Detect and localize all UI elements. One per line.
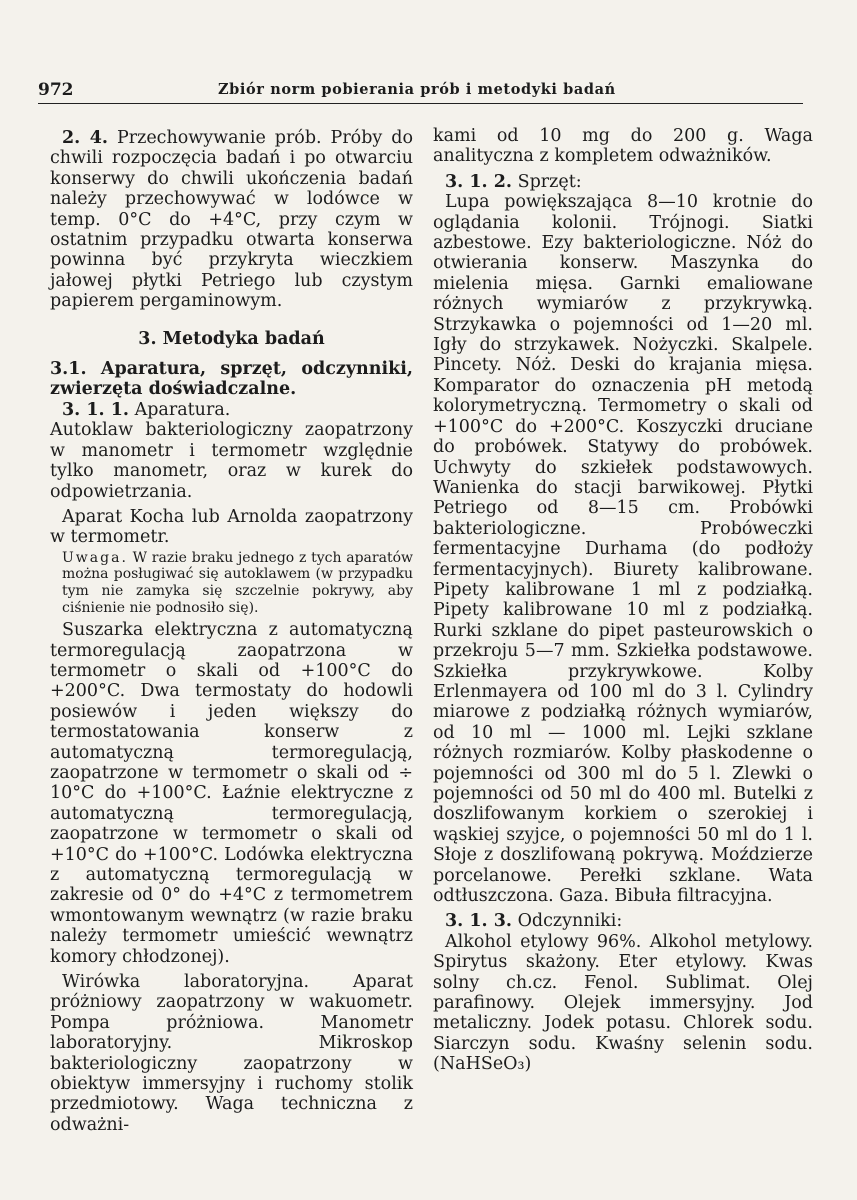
- paragraph-2-4: [50, 128, 413, 312]
- section-number: 3. 1. 2.: [445, 171, 512, 192]
- page-number: 972: [38, 80, 74, 100]
- left-column: [50, 128, 413, 1135]
- paragraph-continuation: kami od 10 mg do 200 g. Waga analityczna z kompletem odważników.: [433, 126, 813, 167]
- section-3-title: 3. Metodyka badań: [138, 328, 325, 349]
- section-title: Sprzęt:: [517, 171, 582, 192]
- section-3-1-2-heading: [433, 172, 813, 192]
- section-3-1-1-heading: [50, 400, 413, 420]
- section-number: 2. 4.: [62, 128, 109, 148]
- paragraph-autoklaw: Autoklaw bakteriologiczny zaopatrzony w manometr i termometr względnie tylko manometr, oraz w kurek do odpowietrzania.: [50, 420, 413, 502]
- note-text: W razie braku jednego z tych aparatów można posługiwać się autoklawem (w przypadku tym nie zamyka się szczelnie pokrywy, aby ciśnienie nie podnosiło się).: [62, 549, 413, 616]
- paragraph-text: Przechowywanie prób. Próby do chwili rozpoczęcia badań i po otwarciu konserwy do chwili ukończenia badań należy przechowywać w lodówce w temp. 0°C do +4°C, przy czym w ostatnim przypadku otwarta konserwa powinna być przykryta wieczkiem jałowej płytki Petriego lub czystym papierem pergaminowym.: [50, 128, 413, 312]
- section-3-1-title: 3.1. Aparatura, sprzęt, odczynniki, zwierzęta doświadczalne.: [50, 359, 413, 400]
- paragraph-odczynniki: Alkohol etylowy 96%. Alkohol metylowy. Spirytus skażony. Eter etylowy. Kwas solny ch.cz. Fenol. Sublimat. Olej parafinowy. Olejek immersyjny. Jod metaliczny. Jodek potasu. Chlorek sodu. Siarczyn sodu. Kwaśny selenin sodu. (NaHSeO₃): [433, 931, 813, 1075]
- section-number: 3. 1. 3.: [445, 911, 512, 932]
- paragraph-wirowka: Wirówka laboratoryjna. Aparat próżniowy zaopatrzony w wakuometr. Pompa próżniowa. Manometr laboratoryjny. Mikroskop bakteriologiczny zaopatrzony w obiektyw immersyjny i ruchomy stolik przedmiotowy. Waga techniczna z odważni-: [50, 972, 413, 1135]
- section-3-1-3-heading: [433, 911, 813, 931]
- note: [50, 550, 413, 616]
- paragraph-aparat-kocha: Aparat Kocha lub Arnolda zaopatrzony w termometr.: [50, 506, 413, 548]
- note-label: Uwaga.: [62, 549, 128, 566]
- paragraph-suszarka: Suszarka elektryczna z automatyczną termoregulacją zaopatrzona w termometr o skali od +100°C do +200°C. Dwa termostaty do hodowli posiewów i jeden większy do termostatowania konserw z automatyczną termoregulacją, zaopatrzone w termometr o skali od ÷ 10°C do +100°C. Łaźnie elektryczne z automatyczną termoregulacją, zaopatrzone w termometr o skali od +10°C do +100°C. Lodówka elektryczna z automatyczną termoregulacją w zakresie od 0° do +4°C z termometrem wmontowanym wewnątrz (w razie braku należy termometr umieścić wewnątrz komory chłodzonej).: [50, 620, 413, 967]
- section-title: Aparatura.: [134, 399, 231, 420]
- paragraph-sprzet: Lupa powiększająca 8—10 krotnie do oglądania kolonii. Trójnogi. Siatki azbestowe. Ezy bakteriologiczne. Nóż do otwierania konserw. Maszynka do mielenia mięsa. Garnki emaliowane różnych wymiarów z przykrywką. Strzykawka o pojemności od 1—20 ml. Igły do strzykawek. Nożyczki. Skalpele. Pincety. Nóż. Deski do krajania mięsa. Komparator do oznaczenia pH metodą kolorymetryczną. Termometry o skali od +100°C do +200°C. Koszyczki druciane do probówek. Statywy do probówek. Uchwyty do szkiełek podstawowych. Wanienka do stacji barwikowej. Płytki Petriego od 8—15 cm. Probówki bakteriologiczne. Probóweczki fermentacyjne Durhama (do podłoży fermentacyjnych). Biurety kalibrowane. Pipety kalibrowane 1 ml z podziałką. Pipety kalibrowane 10 ml z podziałką. Rurki szklane do pipet pasteurowskich o przekroju 5—7 mm. Szkiełka podstawowe. Szkiełka przykrywkowe. Kolby Erlenmayera od 100 ml do 3 l. Cylindry miarowe z podziałką różnych wymiarów, od 10 ml — 1000 ml. Lejki szklane różnych rozmiarów. Kolby płaskodenne o pojemności od 300 ml do 5 l. Zlewki o pojemności od 50 ml do 400 ml. Butelki z doszlifowanym korkiem o szerokiej i wąskiej szyjce, o pojemności 50 ml do 1 l. Słoje z doszlifowaną pokrywą. Moździerze porcelanowe. Perełki szklane. Wata odtłuszczona. Gaza. Bibuła filtracyjna.: [433, 192, 813, 907]
- running-title: Zbiór norm pobierania prób i metodyki badań: [218, 81, 616, 98]
- section-number: 3. 1. 1.: [62, 399, 129, 420]
- section-title: Odczynniki:: [517, 911, 623, 932]
- header-rule: [38, 103, 803, 104]
- right-column: [433, 126, 813, 1075]
